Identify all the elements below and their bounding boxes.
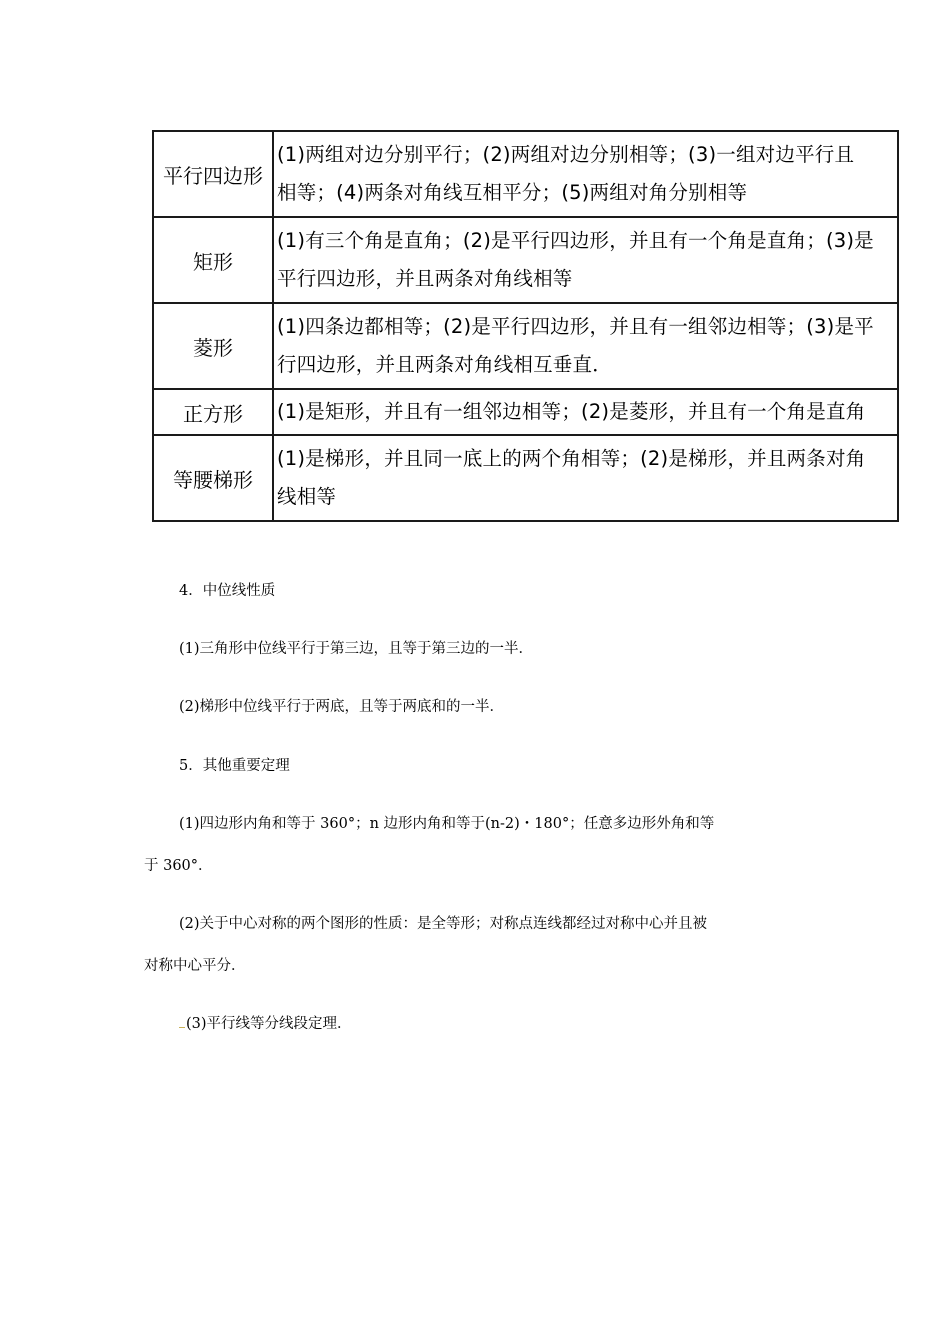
- section-5-item-1-line-1: (1)四边形内角和等于 360°；n 边形内角和等于(n-2)・180°；任意多边形外角和等: [179, 816, 715, 832]
- section-5-item-3-text: (3)平行线等分线段定理．: [186, 1016, 352, 1032]
- criteria-cell: [273, 217, 898, 303]
- section-4-heading: 4．中位线性质: [179, 583, 276, 599]
- table-row: [153, 131, 898, 217]
- criteria-cell: [273, 303, 898, 389]
- quadrilateral-criteria-table: [152, 130, 899, 522]
- criteria-cell: [273, 435, 898, 521]
- criteria-line: 相等；(4)两条对角线互相平分；(5)两组对角分别相等: [277, 181, 748, 204]
- table-row: [153, 217, 898, 303]
- shape-name-cell: 矩形: [153, 217, 273, 303]
- criteria-line: 平行四边形，并且两条对角线相等: [277, 267, 573, 290]
- table-row: [153, 303, 898, 389]
- criteria-line: (1)是矩形，并且有一组邻边相等；(2)是菱形，并且有一个角是直角: [277, 400, 866, 423]
- section-5-item-1-line-2: 于 360°．: [144, 858, 213, 874]
- section-5-item-3: [179, 1014, 352, 1034]
- criteria-line: (1)四条边都相等；(2)是平行四边形，并且有一组邻边相等；(3)是平: [277, 315, 874, 338]
- criteria-line: (1)有三个角是直角；(2)是平行四边形，并且有一个角是直角；(3)是: [277, 229, 874, 252]
- section-4-item-1: (1)三角形中位线平行于第三边，且等于第三边的一半．: [179, 641, 534, 657]
- section-4-item-2: (2)梯形中位线平行于两底，且等于两底和的一半．: [179, 699, 505, 715]
- shape-name-cell: 菱形: [153, 303, 273, 389]
- shape-name-cell: 正方形: [153, 389, 273, 435]
- criteria-cell: [273, 131, 898, 217]
- edit-mark-icon: [179, 1021, 185, 1028]
- section-5-item-2-line-2: 对称中心平分．: [144, 958, 246, 974]
- section-5-heading: 5．其他重要定理: [179, 758, 290, 774]
- criteria-line: 行四边形，并且两条对角线相互垂直．: [277, 353, 612, 376]
- criteria-line: 线相等: [277, 485, 337, 508]
- shape-name-cell: 平行四边形: [153, 131, 273, 217]
- shape-name-cell: 等腰梯形: [153, 435, 273, 521]
- table-row: [153, 389, 898, 435]
- criteria-line: (1)是梯形，并且同一底上的两个角相等；(2)是梯形，并且两条对角: [277, 447, 866, 470]
- section-5-item-2-line-1: (2)关于中心对称的两个图形的性质：是全等形；对称点连线都经过对称中心并且被: [179, 916, 708, 932]
- table-row: [153, 435, 898, 521]
- criteria-cell: [273, 389, 898, 435]
- criteria-line: (1)两组对边分别平行；(2)两组对边分别相等；(3)一组对边平行且: [277, 143, 855, 166]
